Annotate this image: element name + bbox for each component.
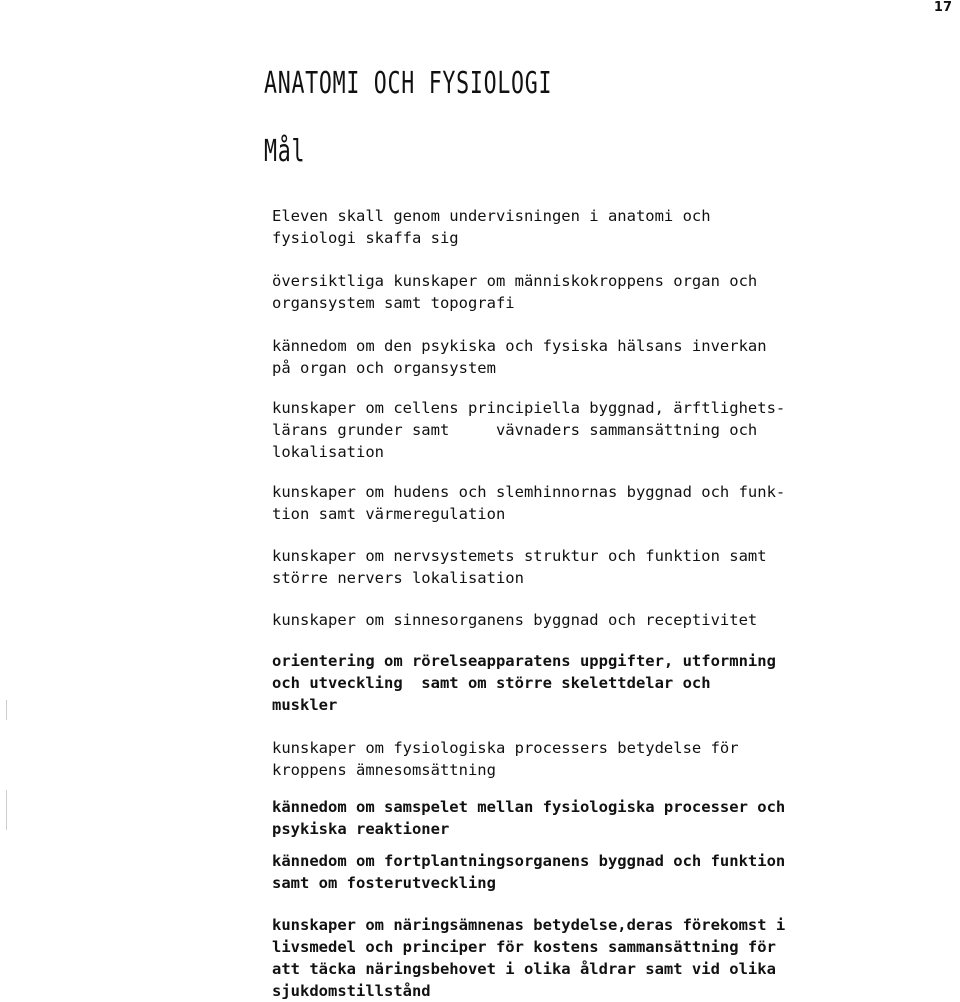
goal-item: kännedom om fortplantningsorganens byggnad och funktion samt om fosterutveckling	[272, 852, 786, 892]
goal-item: kunskaper om näringsämnenas betydelse,deras förekomst i livsmedel och principer för kostens sammansättning för att täcka näringsbehovet i olika åldrar samt vid olika sjukdomstillstånd	[272, 916, 786, 1000]
goal-item: översiktliga kunskaper om människokroppens organ och organsystem samt topografi	[272, 272, 758, 312]
goal-item: kunskaper om sinnesorganens byggnad och receptivitet	[272, 611, 758, 629]
page-number: 17	[933, 0, 952, 15]
goal-item: kännedom om den psykiska och fysiska hälsans inverkan på organ och organsystem	[272, 337, 767, 377]
scan-margin-mark	[6, 700, 7, 720]
goal-item: kännedom om samspelet mellan fysiologiska processer och psykiska reaktioner	[272, 798, 786, 838]
goal-item: kunskaper om nervsystemets struktur och funktion samt större nervers lokalisation	[272, 547, 767, 587]
intro-paragraph: Eleven skall genom undervisningen i anatomi och fysiologi skaffa sig	[272, 207, 711, 247]
section-heading: Mål	[264, 134, 306, 169]
page-title: ANATOMI OCH FYSIOLOGI	[264, 66, 553, 101]
goal-item: kunskaper om fysiologiska processers betydelse för kroppens ämnesomsättning	[272, 739, 739, 779]
scan-margin-mark	[6, 790, 7, 830]
goal-item: orientering om rörelseapparatens uppgifter, utformning och utveckling samt om större skelettdelar och muskler	[272, 652, 776, 714]
goal-item: kunskaper om cellens principiella byggnad, ärftlighets- lärans grunder samt vävnaders sammansättning och lokalisation	[272, 399, 786, 461]
goal-item: kunskaper om hudens och slemhinnornas byggnad och funk- tion samt värmeregulation	[272, 483, 786, 523]
